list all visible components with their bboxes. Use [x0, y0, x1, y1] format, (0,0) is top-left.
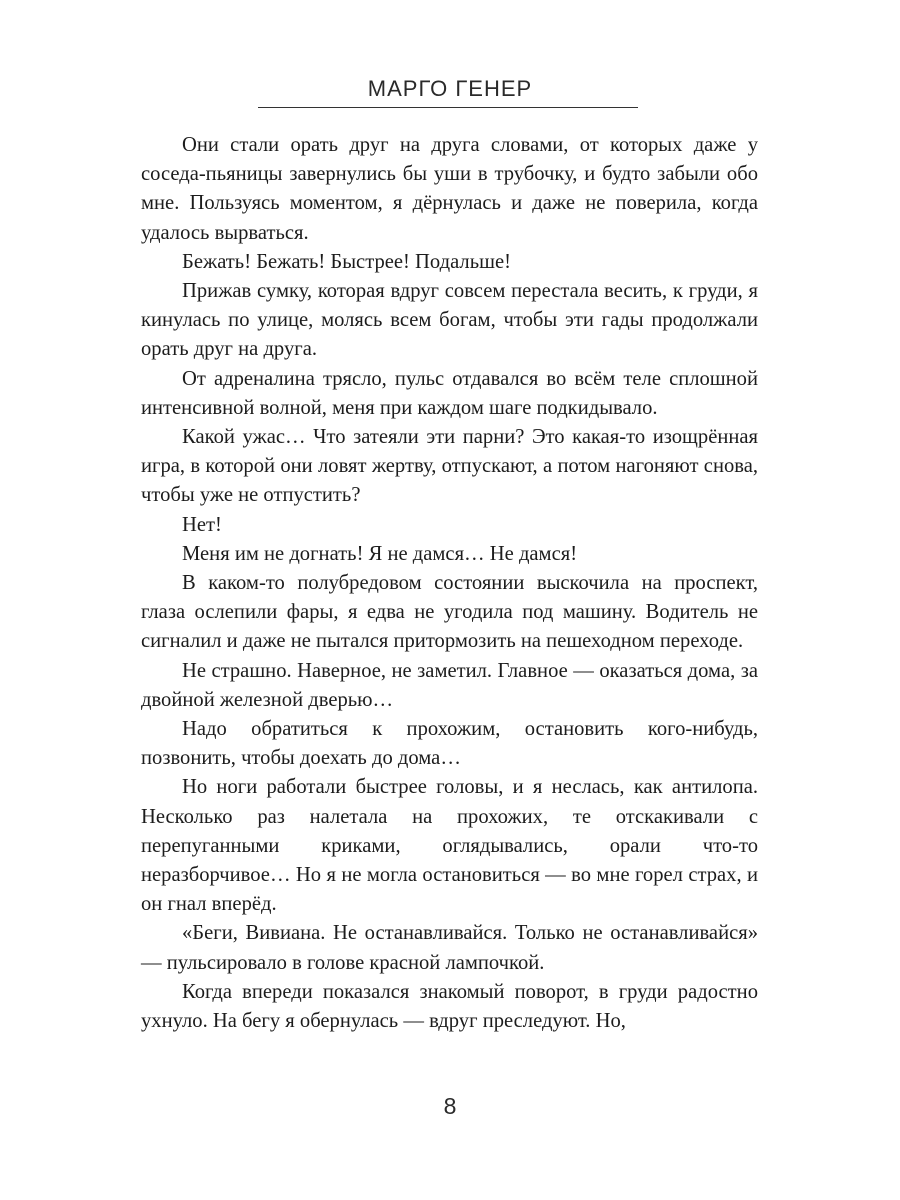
- paragraph: От адреналина трясло, пульс отдавался во всём теле сплошной интенсивной волной, меня при каждом шаге подкидывало.: [141, 367, 758, 419]
- paragraph: Прижав сумку, которая вдруг совсем перестала весить, к груди, я кинулась по улице, молясь всем богам, чтобы эти гады продолжали орать друг на друга.: [141, 280, 758, 361]
- body-text: [141, 131, 758, 1036]
- paragraph: В каком-то полубредовом состоянии выскочила на проспект, глаза ослепили фары, я едва не угодила под машину. Водитель не сигналил и даже не пытался притормозить на пешеходном переходе.: [141, 572, 758, 653]
- paragraph: Какой ужас… Что затеяли эти парни? Это какая-то изощрённая игра, в которой они ловят жертву, отпускают, а потом нагоняют снова, чтобы уже не отпустить?: [141, 426, 758, 507]
- paragraph: Нет!: [182, 513, 222, 536]
- paragraph: Не страшно. Наверное, не заметил. Главное — оказаться дома, за двойной железной дверью…: [141, 659, 758, 711]
- header-rule: [258, 107, 638, 108]
- paragraph: Но ноги работали быстрее головы, и я неслась, как антилопа. Несколько раз налетала на прохожих, те отскакивали с перепуганными криками, оглядывались, орали что-то неразборчивое… Но я не могла остановиться — во мне горел страх, и он гнал вперёд.: [141, 776, 758, 916]
- paragraph: Надо обратиться к прохожим, остановить кого-нибудь, позвонить, чтобы доехать до дома…: [141, 718, 758, 770]
- paragraph: Они стали орать друг на друга словами, от которых даже у соседа-пьяницы завернулись бы уши в трубочку, и будто забыли обо мне. Пользуясь моментом, я дёрнулась и даже не поверила, когда удалось вырваться.: [141, 134, 758, 244]
- paragraph: Когда впереди показался знакомый поворот, в груди радостно ухнуло. На бегу я обернулась — вдруг преследуют. Но,: [141, 980, 758, 1033]
- page-number: 8: [443, 1093, 457, 1119]
- paragraph: Меня им не догнать! Я не дамся… Не дамся!: [182, 542, 578, 565]
- paragraph: «Беги, Вивиана. Не останавливайся. Только не останавливайся» — пульсировало в голове красной лампочкой.: [141, 922, 758, 974]
- running-head-author: МАРГО ГЕНЕР: [367, 76, 533, 101]
- paragraph: Бежать! Бежать! Быстрее! Подальше!: [182, 250, 511, 273]
